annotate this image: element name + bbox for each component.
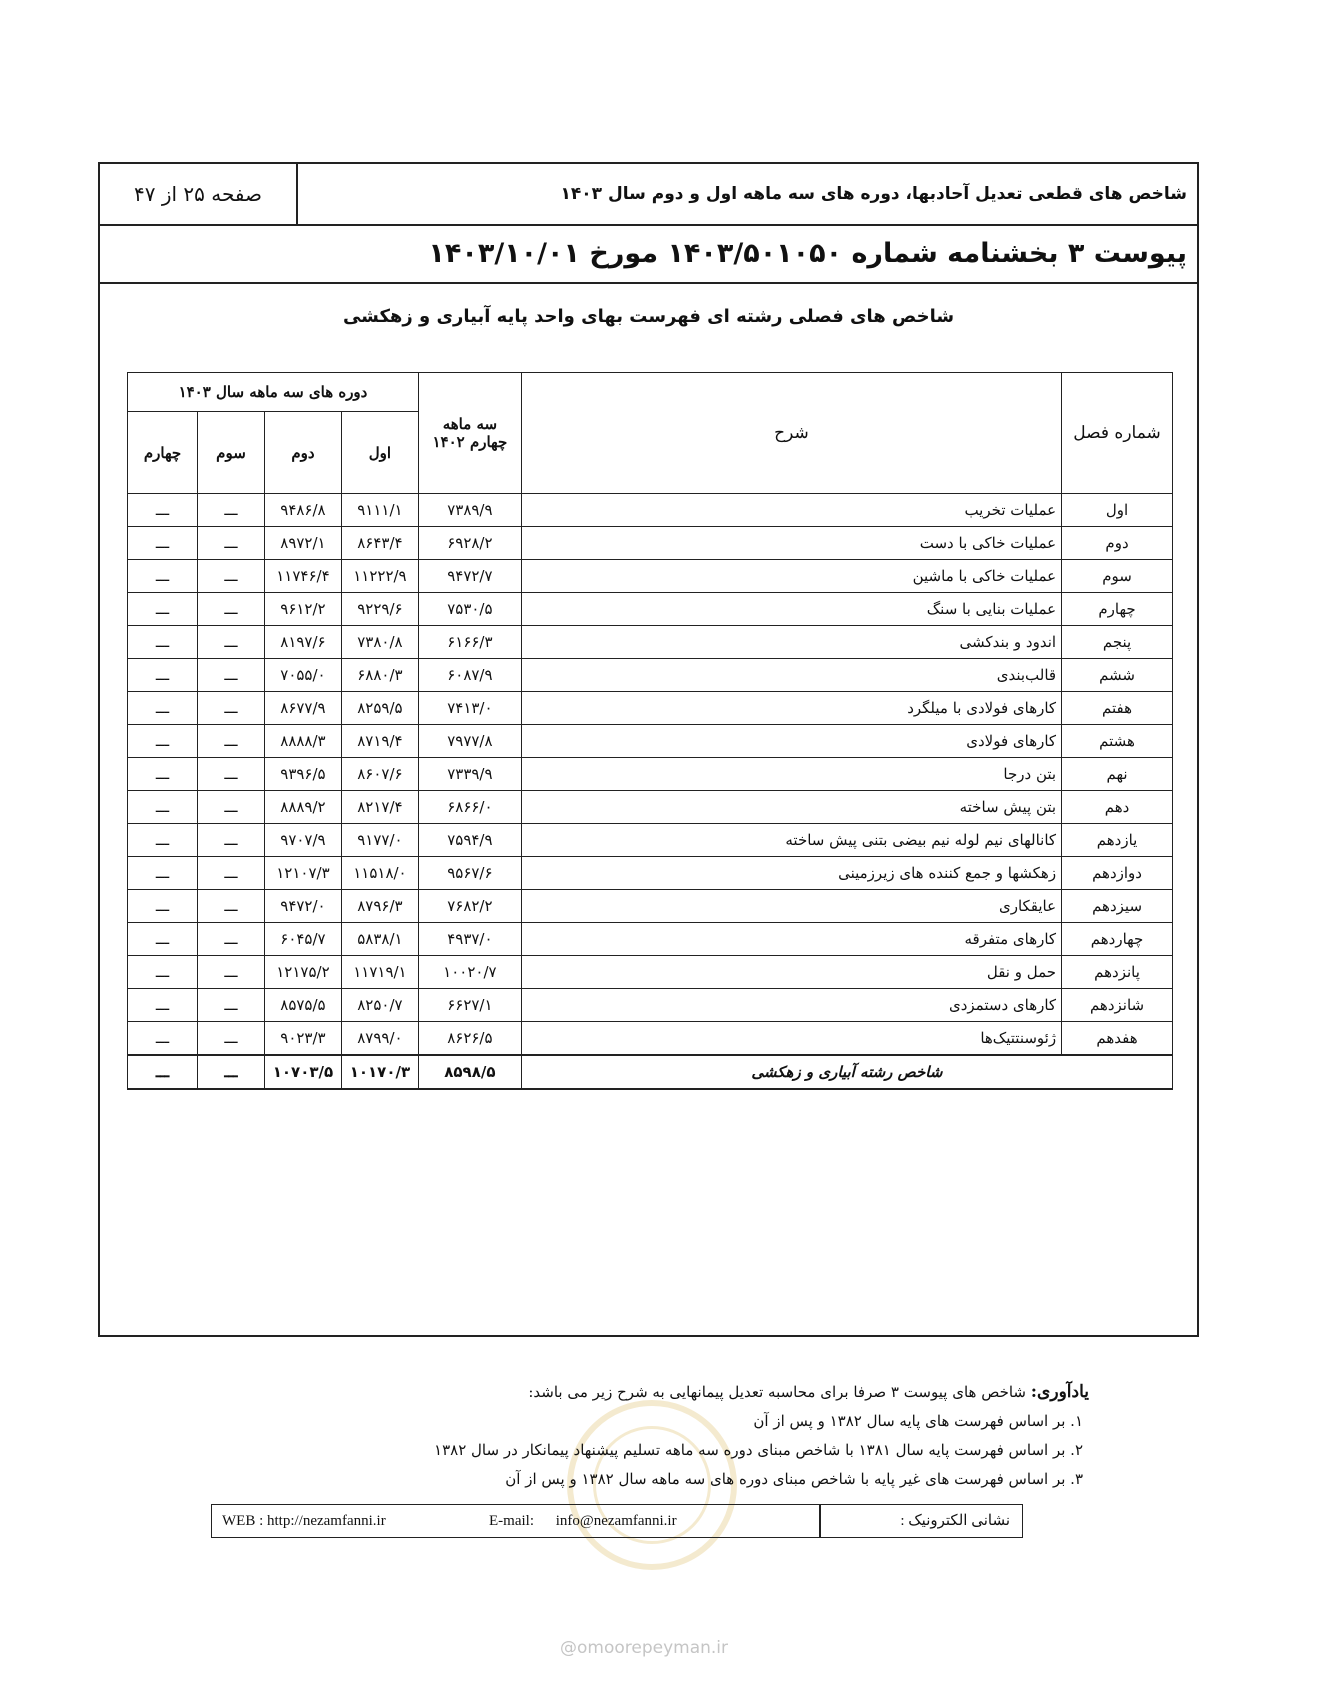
footer-email-address[interactable]: info@nezamfanni.ir [555,1513,677,1529]
cell-q1: ۸۷۹۹/۰ [341,1022,418,1056]
cell-q2: ۹۴۷۲/۰ [264,890,341,923]
cell-q2: ۸۹۷۲/۱ [264,527,341,560]
cell-q3: ـــ [198,527,265,560]
cell-q4: ـــ [128,791,198,824]
cell-chapter: چهارم [1062,593,1173,626]
cell-q2: ۱۱۷۴۶/۴ [264,560,341,593]
annex-row [100,224,1197,284]
cell-q4-1402: ۶۶۲۷/۱ [418,989,521,1022]
cell-q3: ـــ [198,857,265,890]
cell-q2: ۸۱۹۷/۶ [264,626,341,659]
header-q4-1402-line2: چهارم ۱۴۰۲ [432,433,508,451]
cell-q4-1402: ۴۹۳۷/۰ [418,923,521,956]
cell-q4: ـــ [128,593,198,626]
table-row [128,692,1173,725]
table-row [128,659,1173,692]
table-row [128,1022,1173,1056]
cell-q1: ۹۲۲۹/۶ [341,593,418,626]
cell-q4-1402: ۱۰۰۲۰/۷ [418,956,521,989]
cell-q1: ۸۲۵۰/۷ [341,989,418,1022]
cell-q1: ۱۱۷۱۹/۱ [341,956,418,989]
cell-q4-1402: ۷۵۳۰/۵ [418,593,521,626]
cell-q2: ۸۸۸۹/۲ [264,791,341,824]
watermark-site: @omoorepeyman.ir [560,1638,729,1658]
cell-q1: ۸۲۱۷/۴ [341,791,418,824]
header-q2: دوم [264,412,341,494]
header-q3: سوم [198,412,265,494]
notes-intro: شاخص های پیوست ۳ صرفا برای محاسبه تعدیل پیمانهایی به شرح زیر می باشد: [528,1383,1026,1401]
cell-q4-1402: ۷۵۹۴/۹ [418,824,521,857]
cell-q4: ـــ [128,956,198,989]
cell-q1: ۹۱۷۷/۰ [341,824,418,857]
table-row [128,560,1173,593]
notes-item: ۲. بر اساس فهرست پایه سال ۱۳۸۱ با شاخص مبنای دوره سه ماهه تسلیم پیشنهاد پیمانکار در سال ۱۳۸۲ [434,1441,1083,1459]
cell-q4: ـــ [128,989,198,1022]
cell-q1: ۵۸۳۸/۱ [341,923,418,956]
cell-description: عملیات خاکی با ماشین [521,560,1061,593]
document-frame [98,162,1199,1337]
cell-q3: ـــ [198,791,265,824]
cell-chapter: هفتم [1062,692,1173,725]
cell-q3: ـــ [198,560,265,593]
header-periods-1403: دوره های سه ماهه سال ۱۴۰۳ [128,373,419,412]
cell-chapter: پنجم [1062,626,1173,659]
cell-q4-1402: ۶۹۲۸/۲ [418,527,521,560]
cell-description: حمل و نقل [521,956,1061,989]
cell-q3: ـــ [198,659,265,692]
cell-q2: ۹۷۰۷/۹ [264,824,341,857]
table-row [128,725,1173,758]
header-q4-1402 [418,373,521,494]
cell-q2: ۱۲۱۷۵/۲ [264,956,341,989]
cell-q1: ۸۶۰۷/۶ [341,758,418,791]
cell-chapter: یازدهم [1062,824,1173,857]
table-row [128,791,1173,824]
table-row [128,593,1173,626]
cell-chapter: پانزدهم [1062,956,1173,989]
cell-q4-1402: ۸۵۹۸/۵ [418,1055,521,1089]
table-subtitle: شاخص های فصلی رشته ای فهرست بهای واحد پایه آبیاری و زهکشی [342,306,955,327]
index-table [127,372,1173,1090]
cell-q4: ـــ [128,857,198,890]
cell-q3: ـــ [198,692,265,725]
cell-q4: ـــ [128,824,198,857]
cell-q2: ۹۰۲۳/۳ [264,1022,341,1056]
cell-q4: ـــ [128,692,198,725]
cell-chapter: ششم [1062,659,1173,692]
cell-q1: ۱۱۲۲۲/۹ [341,560,418,593]
cell-q1: ۷۳۸۰/۸ [341,626,418,659]
notes-item: ۱. بر اساس فهرست های پایه سال ۱۳۸۲ و پس از آن [753,1412,1083,1430]
cell-chapter: دوازدهم [1062,857,1173,890]
header-row [100,164,1197,226]
cell-q1: ۸۷۹۶/۳ [341,890,418,923]
cell-description: عملیات خاکی با دست [521,527,1061,560]
cell-q2: ۱۰۷۰۳/۵ [264,1055,341,1089]
cell-q3: ـــ [198,725,265,758]
cell-q2: ۸۸۸۸/۳ [264,725,341,758]
annex-title: پیوست ۳ بخشنامه شماره ۱۴۰۳/۵۰۱۰۵۰ مورخ ۱۴۰۳/۱۰/۰۱ [428,237,1187,269]
header-description: شرح [521,373,1061,494]
cell-description: کارهای فولادی [521,725,1061,758]
cell-chapter: نهم [1062,758,1173,791]
cell-q1: ۹۱۱۱/۱ [341,494,418,527]
cell-description: اندود و بندکشی [521,626,1061,659]
cell-q1: ۸۷۱۹/۴ [341,725,418,758]
cell-q4-1402: ۹۴۷۲/۷ [418,560,521,593]
notes-list [434,1407,1089,1494]
notes-item: ۳. بر اساس فهرست های غیر پایه با شاخص مبنای دوره های سه ماهه سال ۱۳۸۲ و پس از آن [505,1470,1083,1488]
cell-q4: ـــ [128,527,198,560]
cell-q3: ـــ [198,758,265,791]
cell-q3: ـــ [198,890,265,923]
cell-q3: ـــ [198,494,265,527]
cell-chapter: دهم [1062,791,1173,824]
cell-chapter: سیزدهم [1062,890,1173,923]
table-row [128,758,1173,791]
cell-description: بتن پیش ساخته [521,791,1061,824]
footer-divider [819,1505,821,1537]
cell-q2: ۹۴۸۶/۸ [264,494,341,527]
table-row [128,923,1173,956]
cell-q4: ـــ [128,923,198,956]
cell-q3: ـــ [198,593,265,626]
document-title: شاخص های قطعی تعدیل آحادبها، دوره های سه ماهه اول و دوم سال ۱۴۰۳ [560,184,1187,204]
cell-q2: ۱۲۱۰۷/۳ [264,857,341,890]
cell-q1: ۶۸۸۰/۳ [341,659,418,692]
header-q4-1402-line1: سه ماهه [442,415,498,433]
cell-q4: ـــ [128,1055,198,1089]
cell-q4-1402: ۷۳۸۹/۹ [418,494,521,527]
cell-chapter: سوم [1062,560,1173,593]
header-q4: چهارم [128,412,198,494]
cell-description: عایقکاری [521,890,1061,923]
cell-q2: ۹۶۱۲/۲ [264,593,341,626]
cell-q4: ـــ [128,659,198,692]
cell-q3: ـــ [198,923,265,956]
cell-q2: ۸۵۷۵/۵ [264,989,341,1022]
header-chapter: شماره فصل [1062,373,1173,494]
cell-description: کارهای دستمزدی [521,989,1061,1022]
cell-q4: ـــ [128,560,198,593]
table-row [128,824,1173,857]
cell-q1: ۸۲۵۹/۵ [341,692,418,725]
cell-chapter: چهاردهم [1062,923,1173,956]
cell-q4-1402: ۶۱۶۶/۳ [418,626,521,659]
cell-description: کارهای فولادی با میلگرد [521,692,1061,725]
cell-chapter: هفدهم [1062,1022,1173,1056]
footer-email [489,1505,677,1537]
table-row [128,989,1173,1022]
cell-chapter: اول [1062,494,1173,527]
cell-q3: ـــ [198,626,265,659]
header-q1: اول [341,412,418,494]
cell-q4: ـــ [128,725,198,758]
cell-q3: ـــ [198,1022,265,1056]
cell-q4: ـــ [128,758,198,791]
footer-email-label: E-mail: [489,1513,534,1529]
cell-q2: ۸۶۷۷/۹ [264,692,341,725]
cell-description: قالب‌بندی [521,659,1061,692]
table-row [128,494,1173,527]
cell-q2: ۶۰۴۵/۷ [264,923,341,956]
notes-title: یادآوری: [1030,1382,1089,1402]
cell-q4-1402: ۹۵۶۷/۶ [418,857,521,890]
cell-q4-1402: ۷۴۱۳/۰ [418,692,521,725]
table-row [128,956,1173,989]
table-row [128,890,1173,923]
cell-q1: ۸۶۴۳/۴ [341,527,418,560]
page-number: صفحه ۲۵ از ۴۷ [100,164,298,224]
cell-q2: ۹۳۹۶/۵ [264,758,341,791]
footer-electronic-address: نشانی الکترونیک : [900,1513,1010,1529]
cell-description: ژئوسنتتیک‌ها [521,1022,1061,1056]
cell-q3: ـــ [198,824,265,857]
notes-heading [434,1378,1089,1407]
cell-description: کانالهای نیم لوله نیم بیضی بتنی پیش ساخته [521,824,1061,857]
cell-q3: ـــ [198,1055,265,1089]
footer-web[interactable]: WEB : http://nezamfanni.ir [222,1513,386,1529]
table-row [128,857,1173,890]
cell-description: کارهای متفرقه [521,923,1061,956]
footer-box [211,1504,1023,1538]
cell-q2: ۷۰۵۵/۰ [264,659,341,692]
cell-description: بتن درجا [521,758,1061,791]
cell-q1: ۱۰۱۷۰/۳ [341,1055,418,1089]
cell-q4: ـــ [128,890,198,923]
cell-q3: ـــ [198,989,265,1022]
cell-description: عملیات بنایی با سنگ [521,593,1061,626]
cell-q4-1402: ۷۹۷۷/۸ [418,725,521,758]
cell-q4-1402: ۶۰۸۷/۹ [418,659,521,692]
cell-q4-1402: ۷۳۳۹/۹ [418,758,521,791]
cell-q1: ۱۱۵۱۸/۰ [341,857,418,890]
table-body [128,494,1173,1090]
cell-q4: ـــ [128,494,198,527]
cell-q4-1402: ۶۸۶۶/۰ [418,791,521,824]
cell-q4-1402: ۸۶۲۶/۵ [418,1022,521,1056]
total-description: شاخص رشته آبیاری و زهکشی [521,1055,1172,1089]
cell-description: زهکشها و جمع کننده های زیرزمینی [521,857,1061,890]
cell-q3: ـــ [198,956,265,989]
cell-q4-1402: ۷۶۸۲/۲ [418,890,521,923]
cell-chapter: دوم [1062,527,1173,560]
cell-q4: ـــ [128,1022,198,1056]
cell-chapter: هشتم [1062,725,1173,758]
notes [434,1378,1089,1494]
cell-q4: ـــ [128,626,198,659]
cell-chapter: شانزدهم [1062,989,1173,1022]
table-row [128,527,1173,560]
table-row [128,626,1173,659]
cell-description: عملیات تخریب [521,494,1061,527]
total-row [128,1055,1173,1089]
